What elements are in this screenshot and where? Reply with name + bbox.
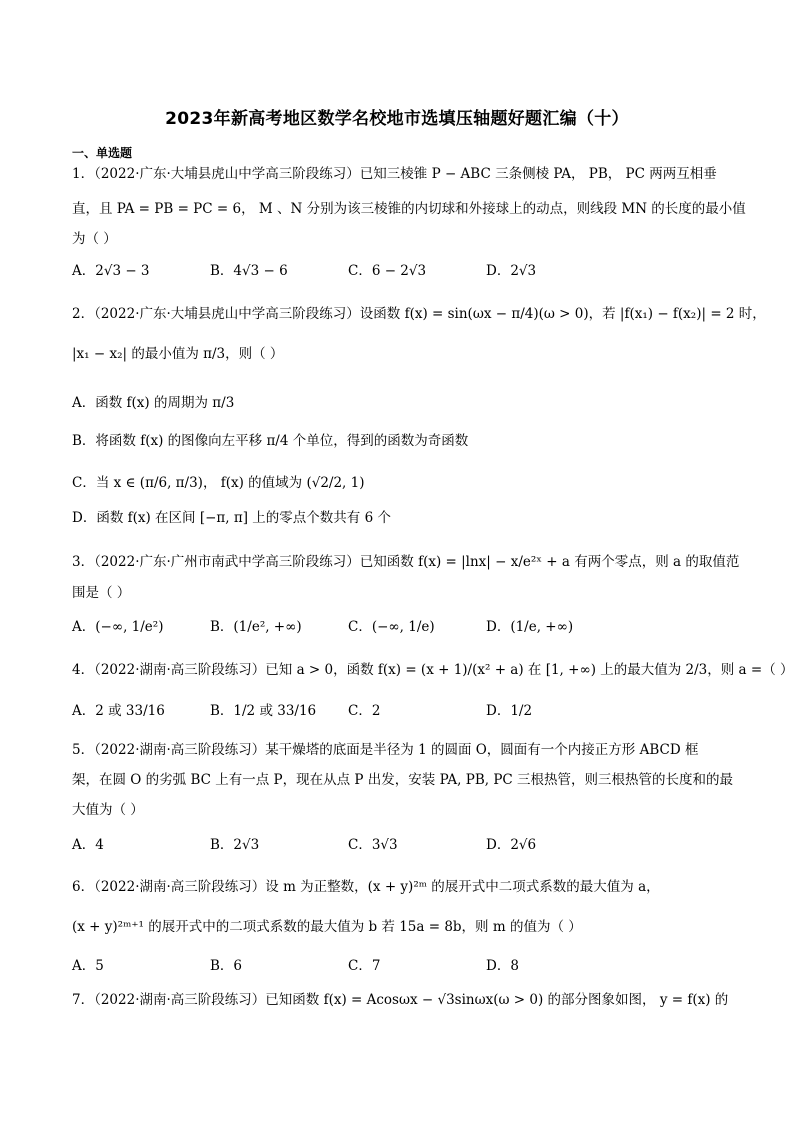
question-3-option-d: D．(1/e, +∞): [486, 619, 574, 635]
question-4-option-a: A．2 或 33/16: [72, 703, 165, 719]
page-title: 2023年新高考地区数学名校地市选填压轴题好题汇编（十）: [165, 109, 629, 129]
question-6-option-b: B．6: [210, 958, 243, 974]
question-5-option-c: C．3√3: [348, 837, 398, 853]
question-5-option-b: B．2√3: [210, 837, 260, 853]
question-2-option-a: A．函数 f(x) 的周期为 π/3: [72, 395, 235, 411]
question-2-line-2: |x₁ − x₂| 的最小值为 π/3，则（ ）: [72, 346, 284, 362]
section-heading: 一、单选题: [72, 146, 133, 160]
question-5-line-3: 大值为（ ）: [72, 802, 144, 818]
question-5-line-2: 架，在圆 O 的劣弧 BC 上有一点 P，现在从点 P 出发，安装 PA, PB, PC 三根热管，则三根热管的长度和的最: [72, 772, 734, 788]
question-2-line-1: 2．（2022·广东·大埔县虎山中学高三阶段练习）设函数 f(x) = sin(ωx − π/4)(ω > 0)，若 |f(x₁) − f(x₂)| = 2 时，: [72, 306, 766, 322]
question-3-option-b: B．(1/e², +∞): [210, 619, 302, 635]
question-3-option-a: A．(−∞, 1/e²): [72, 619, 164, 635]
question-1-option-a: A．2√3 − 3: [72, 263, 150, 279]
question-4-option-d: D．1/2: [486, 703, 533, 719]
question-5-option-a: A．4: [72, 837, 104, 853]
question-4-line-1: 4．（2022·湖南·高三阶段练习）已知 a > 0，函数 f(x) = (x + 1)/(x² + a) 在 [1, +∞) 上的最大值为 2/3，则 a =（ ）: [72, 662, 794, 678]
question-6-option-a: A．5: [72, 958, 104, 974]
question-1-option-b: B．4√3 − 6: [210, 263, 288, 279]
question-5-line-1: 5．（2022·湖南·高三阶段练习）某干燥塔的底面是半径为 1 的圆面 O，圆面有一个内接正方形 ABCD 框: [72, 742, 699, 758]
question-1-option-d: D．2√3: [486, 263, 537, 279]
question-3-line-2: 围是（ ）: [72, 585, 131, 601]
question-1-line-2: 直，且 PA = PB = PC = 6， M 、N 分别为该三棱锥的内切球和外接球上的动点，则线段 MN 的长度的最小值: [72, 201, 746, 217]
question-6-line-2: (x + y)²ᵐ⁺¹ 的展开式中的二项式系数的最大值为 b 若 15a = 8b，则 m 的值为（ ）: [72, 919, 582, 935]
question-4-option-b: B．1/2 或 33/16: [210, 703, 317, 719]
question-3-option-c: C．(−∞, 1/e): [348, 619, 435, 635]
question-3-line-1: 3．（2022·广东·广州市南武中学高三阶段练习）已知函数 f(x) = |lnx| − x/e²ˣ + a 有两个零点，则 a 的取值范: [72, 554, 740, 570]
question-1-line-1: 1．（2022·广东·大埔县虎山中学高三阶段练习）已知三棱锥 P − ABC 三条侧棱 PA， PB， PC 两两互相垂: [72, 166, 717, 182]
question-6-option-d: D．8: [486, 958, 519, 974]
question-5-option-d: D．2√6: [486, 837, 537, 853]
question-4-option-c: C．2: [348, 703, 381, 719]
question-2-option-d: D．函数 f(x) 在区间 [−π, π] 上的零点个数共有 6 个: [72, 510, 391, 526]
question-6-option-c: C．7: [348, 958, 381, 974]
question-1-option-c: C．6 − 2√3: [348, 263, 427, 279]
question-2-option-b: B．将函数 f(x) 的图像向左平移 π/4 个单位，得到的函数为奇函数: [72, 433, 469, 449]
question-1-line-3: 为（ ）: [72, 231, 117, 247]
question-7-line-1: 7．（2022·湖南·高三阶段练习）已知函数 f(x) = Acosωx − √3sinωx(ω > 0) 的部分图象如图， y = f(x) 的: [72, 992, 729, 1008]
question-6-line-1: 6．（2022·湖南·高三阶段练习）设 m 为正整数，(x + y)²ᵐ 的展开式中二项式系数的最大值为 a，: [72, 879, 660, 895]
question-2-option-c: C．当 x ∈ (π/6, π/3)， f(x) 的值域为 (√2/2, 1): [72, 475, 365, 491]
